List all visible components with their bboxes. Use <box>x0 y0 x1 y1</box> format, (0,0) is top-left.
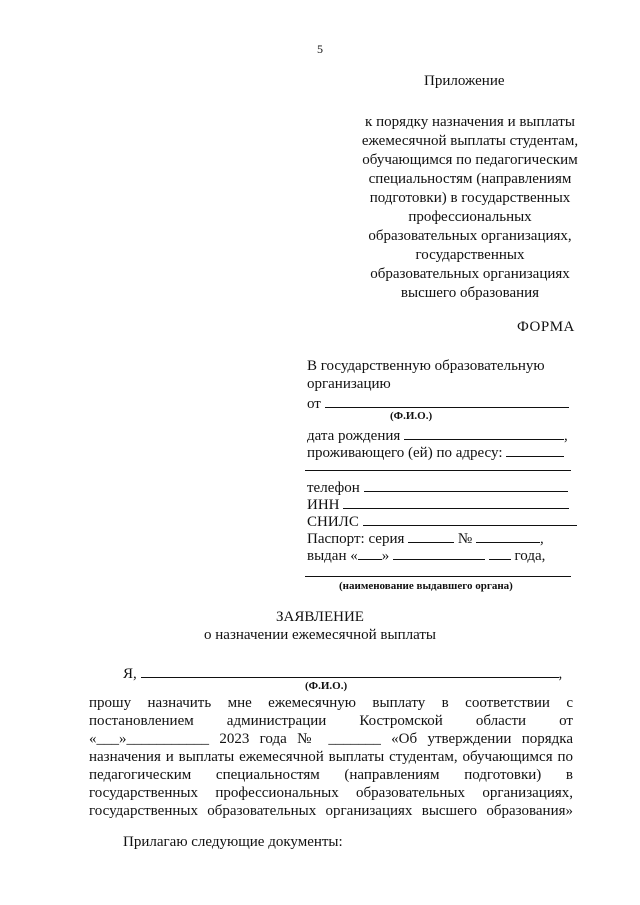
issued-day-field[interactable] <box>358 545 382 560</box>
birth-date-field[interactable] <box>404 425 564 440</box>
from-fio-field[interactable] <box>325 393 569 408</box>
appendix-line: специальностям (направлениям <box>368 171 572 187</box>
body-line: прошу назначить мне ежемесячную выплату в соответствии с <box>89 695 573 711</box>
issued-row <box>307 545 545 566</box>
statement-subtitle: о назначении ежемесячной выплаты <box>204 627 436 643</box>
issued-year-field[interactable] <box>489 545 511 560</box>
from-row <box>307 393 569 414</box>
appendix-line: ежемесячной выплаты студентам, <box>361 133 579 149</box>
snils-field[interactable] <box>363 511 577 526</box>
appendix-line: к порядку назначения и выплаты <box>365 114 575 130</box>
residence-row <box>307 442 564 463</box>
phone-field[interactable] <box>364 477 568 492</box>
comma: , <box>558 666 563 682</box>
i-label: Я, <box>123 666 137 682</box>
birth-label: дата рождения <box>307 428 401 444</box>
page-number: 5 <box>317 42 323 56</box>
appendix-line: образовательных организациях <box>370 266 570 282</box>
appendix-title: Приложение <box>424 73 505 89</box>
from-label: от <box>307 396 321 412</box>
year-label: года, <box>514 548 546 564</box>
statement-title: ЗАЯВЛЕНИЕ <box>276 609 364 625</box>
comma: , <box>564 428 568 444</box>
body-line: постановлением администрации Костромской области от <box>89 713 573 729</box>
issued-label: выдан « <box>307 548 358 564</box>
number-sign: № <box>457 531 473 547</box>
form-label: ФОРМА <box>517 319 575 335</box>
inn-label: ИНН <box>307 497 340 513</box>
passport-series-field[interactable] <box>408 528 454 543</box>
body-line: «___»___________ 2023 года № _______ «Об утверждении порядка <box>89 731 573 747</box>
appendix-line: обучающимся по педагогическим <box>362 152 578 168</box>
residence-field[interactable] <box>506 442 564 457</box>
addressee-line: организацию <box>307 376 391 392</box>
phone-label: телефон <box>307 480 360 496</box>
body-line: назначения и выплаты ежемесячной выплаты студентам, обучающимся по <box>89 749 573 765</box>
appendix-line: образовательных организациях, <box>368 228 572 244</box>
issuer-field[interactable] <box>305 576 571 577</box>
issuer-hint: (наименование выдавшего органа) <box>339 580 513 592</box>
fio-hint: (Ф.И.О.) <box>390 410 433 422</box>
inn-field[interactable] <box>343 494 569 509</box>
body-line: педагогическим специальностям (направлениям подготовки) в <box>89 767 573 783</box>
attach-label: Прилагаю следующие документы: <box>123 834 343 850</box>
applicant-fio-field[interactable] <box>141 663 559 678</box>
body-line: государственных профессиональных образовательных организациях, <box>89 785 573 801</box>
appendix-line: государственных <box>415 247 525 263</box>
appendix-line: высшего образования <box>400 285 540 301</box>
residence-label: проживающего (ей) по адресу: <box>307 445 503 461</box>
quote-close: » <box>381 548 390 564</box>
addressee-line: В государственную образовательную <box>307 358 545 374</box>
address-line-field[interactable] <box>305 470 571 471</box>
passport-label: Паспорт: серия <box>307 531 405 547</box>
issued-month-field[interactable] <box>393 545 485 560</box>
comma: , <box>539 531 544 547</box>
appendix-line: профессиональных <box>408 209 532 225</box>
appendix-line: подготовки) в государственных <box>369 190 571 206</box>
body-line: государственных образовательных организациях высшего образования» <box>89 803 573 819</box>
passport-number-field[interactable] <box>476 528 540 543</box>
snils-label: СНИЛС <box>307 514 359 530</box>
applicant-fio-hint: (Ф.И.О.) <box>305 680 348 692</box>
